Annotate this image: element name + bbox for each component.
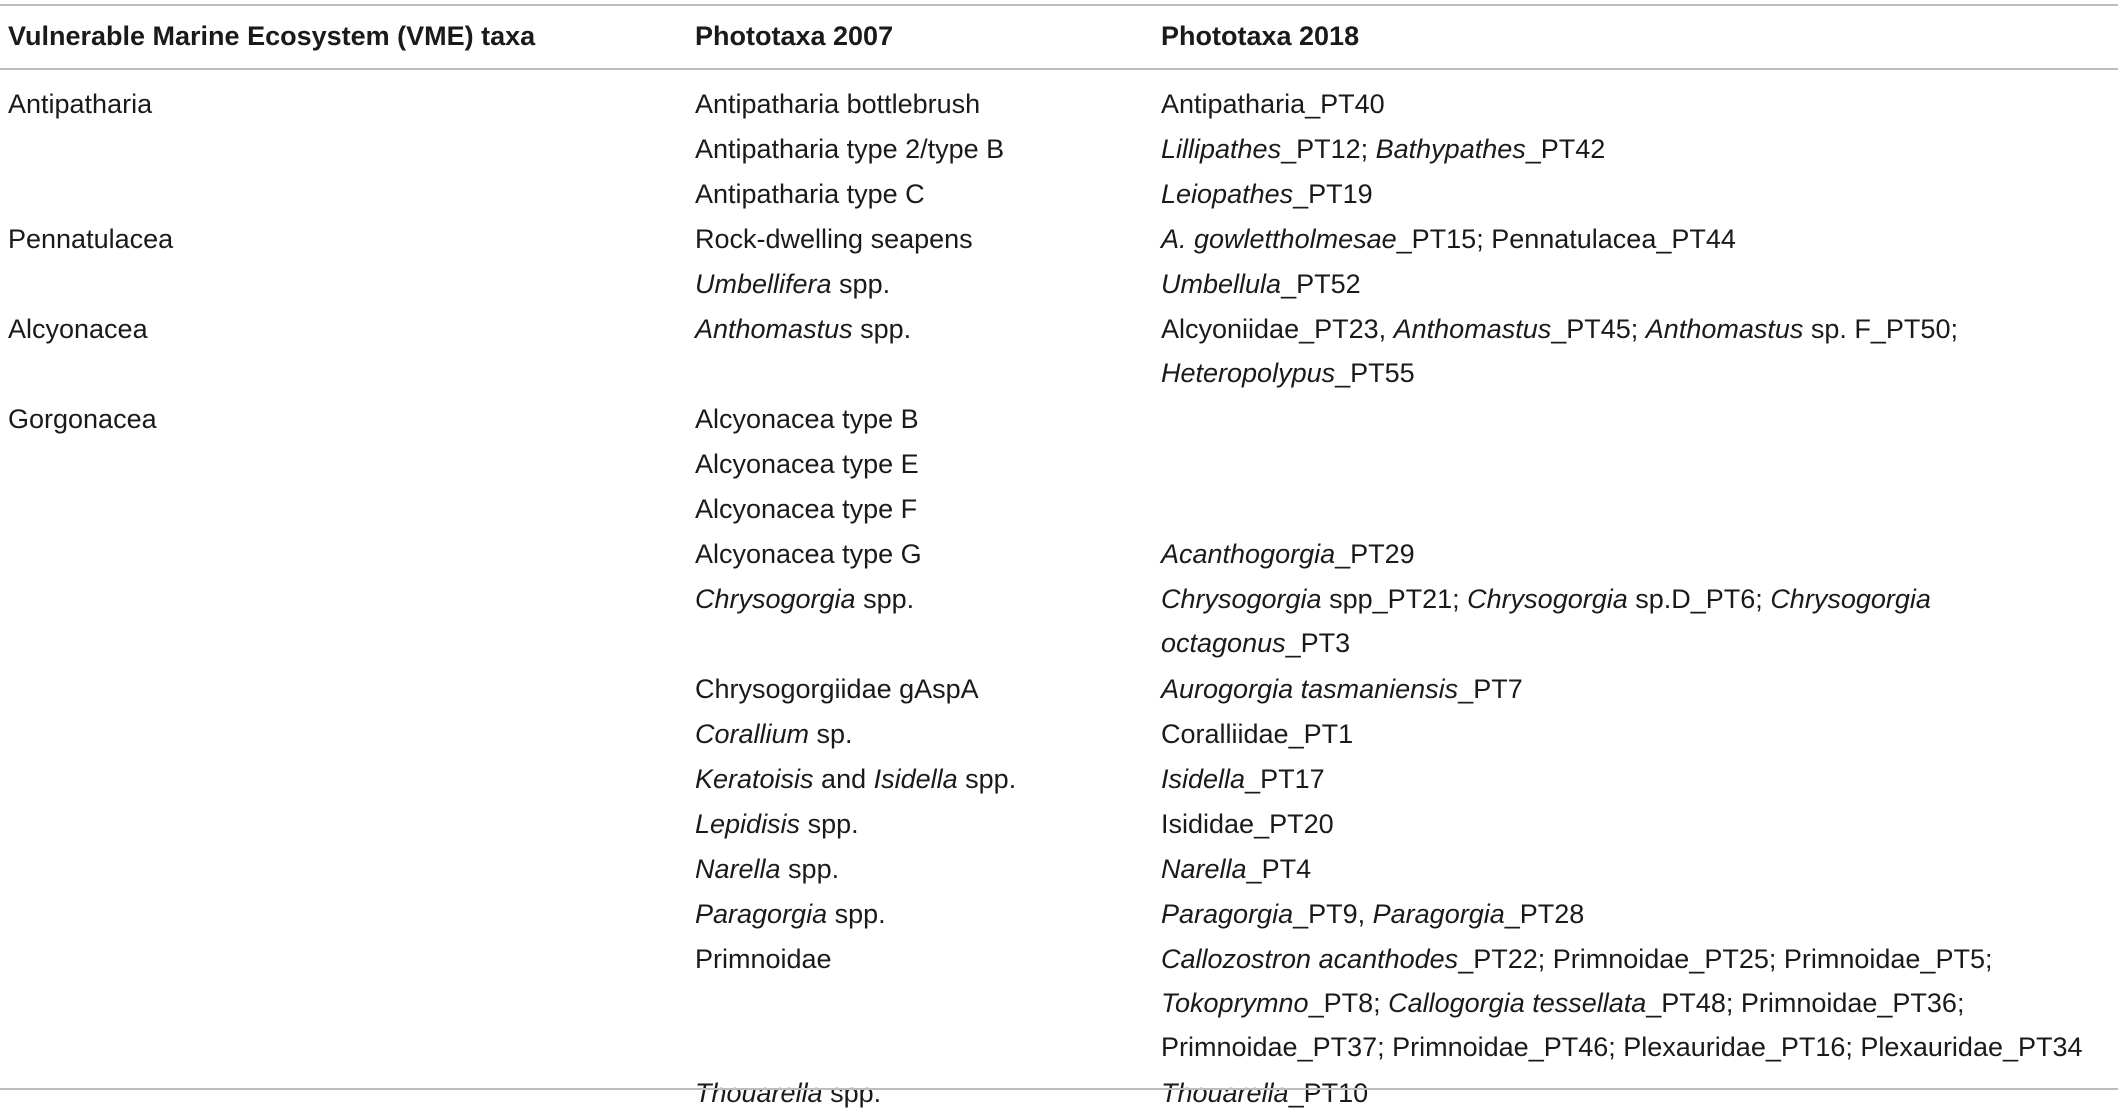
cell-vme-taxon: Alcyonacea	[8, 314, 148, 344]
cell-phototaxa-2007: Antipatharia type C	[695, 179, 925, 209]
cell-phototaxa-2007: Chrysogorgia spp.	[695, 584, 915, 614]
cell-vme-taxon: Pennatulacea	[8, 224, 174, 254]
table-row	[0, 217, 2118, 262]
cell-phototaxa-2007: Alcyonacea type E	[695, 449, 919, 479]
cell-phototaxa-2018: Acanthogorgia_PT29	[1161, 539, 1415, 569]
cell-vme-taxon: Gorgonacea	[8, 404, 157, 434]
header-phototaxa-2018: Phototaxa 2018	[1161, 21, 1360, 51]
cell-phototaxa-2018: Lillipathes_PT12; Bathypathes_PT42	[1161, 134, 1606, 164]
table-row	[0, 397, 2118, 442]
cell-phototaxa-2018: Isididae_PT20	[1161, 809, 1334, 839]
table-row	[0, 487, 2118, 532]
cell-phototaxa-2018: Umbellula_PT52	[1161, 269, 1361, 299]
header-phototaxa-2007: Phototaxa 2007	[695, 21, 894, 51]
table-row	[0, 667, 2118, 712]
table-body	[0, 82, 2118, 1116]
table-row	[0, 757, 2118, 802]
cell-phototaxa-2018: Antipatharia_PT40	[1161, 89, 1385, 119]
cell-phototaxa-2007: Rock-dwelling seapens	[695, 224, 973, 254]
cell-phototaxa-2007: Primnoidae	[695, 944, 832, 974]
cell-phototaxa-2007: Alcyonacea type F	[695, 494, 918, 524]
cell-phototaxa-2007: Antipatharia bottlebrush	[695, 89, 981, 119]
header-vme-taxa: Vulnerable Marine Ecosystem (VME) taxa	[8, 21, 536, 51]
table-row	[0, 847, 2118, 892]
cell-phototaxa-2007: Keratoisis and Isidella spp.	[695, 764, 1017, 794]
table-bottom-rule	[0, 1088, 2118, 1090]
cell-phototaxa-2018: Alcyoniidae_PT23, Anthomastus_PT45; Anthomastus sp. F_PT50; Heteropolypus_PT55	[1161, 314, 1958, 388]
table-row	[0, 172, 2118, 217]
cell-phototaxa-2007: Antipatharia type 2/type B	[695, 134, 1005, 164]
cell-phototaxa-2007: Chrysogorgiidae gAspA	[695, 674, 979, 704]
cell-phototaxa-2018: Coralliidae_PT1	[1161, 719, 1354, 749]
cell-phototaxa-2018: A. gowlettholmesae_PT15; Pennatulacea_PT44	[1161, 224, 1736, 254]
table-row	[0, 1071, 2118, 1116]
cell-phototaxa-2018: Chrysogorgia spp_PT21; Chrysogorgia sp.D_PT6; Chrysogorgia octagonus_PT3	[1161, 584, 1931, 658]
cell-phototaxa-2007: Alcyonacea type B	[695, 404, 919, 434]
cell-phototaxa-2007: Anthomastus spp.	[695, 314, 912, 344]
cell-phototaxa-2007: Thouarella spp.	[695, 1078, 882, 1108]
cell-phototaxa-2007: Umbellifera spp.	[695, 269, 891, 299]
cell-phototaxa-2007: Alcyonacea type G	[695, 539, 922, 569]
table-row	[0, 127, 2118, 172]
cell-phototaxa-2018: Thouarella_PT10	[1161, 1078, 1369, 1108]
table-row	[0, 712, 2118, 757]
table-row	[0, 442, 2118, 487]
cell-phototaxa-2018: Narella_PT4	[1161, 854, 1312, 884]
cell-phototaxa-2007: Lepidisis spp.	[695, 809, 859, 839]
table-row	[0, 82, 2118, 127]
table-row	[0, 892, 2118, 937]
table-row	[0, 532, 2118, 577]
table-row	[0, 802, 2118, 847]
table-row	[0, 262, 2118, 307]
cell-vme-taxon: Antipatharia	[8, 89, 153, 119]
cell-phototaxa-2018: Leiopathes_PT19	[1161, 179, 1373, 209]
cell-phototaxa-2018: Paragorgia_PT9, Paragorgia_PT28	[1161, 899, 1585, 929]
table-row	[0, 577, 2118, 667]
cell-phototaxa-2007: Narella spp.	[695, 854, 840, 884]
table-header-row	[0, 4, 2118, 68]
table-row	[0, 937, 2118, 1071]
table-header-rule	[0, 68, 2118, 70]
table-row	[0, 307, 2118, 397]
cell-phototaxa-2018: Isidella_PT17	[1161, 764, 1325, 794]
cell-phototaxa-2007: Corallium sp.	[695, 719, 853, 749]
cell-phototaxa-2018: Callozostron acanthodes_PT22; Primnoidae_PT25; Primnoidae_PT5; Tokoprymno_PT8; Callogorgia tessellata_PT48; Primnoidae_PT36; Primnoidae_PT37; Primnoidae_PT46; Plexauridae_PT16; Plexauridae_PT34	[1161, 944, 2083, 1062]
cell-phototaxa-2007: Paragorgia spp.	[695, 899, 886, 929]
cell-phototaxa-2018: Aurogorgia tasmaniensis_PT7	[1161, 674, 1523, 704]
